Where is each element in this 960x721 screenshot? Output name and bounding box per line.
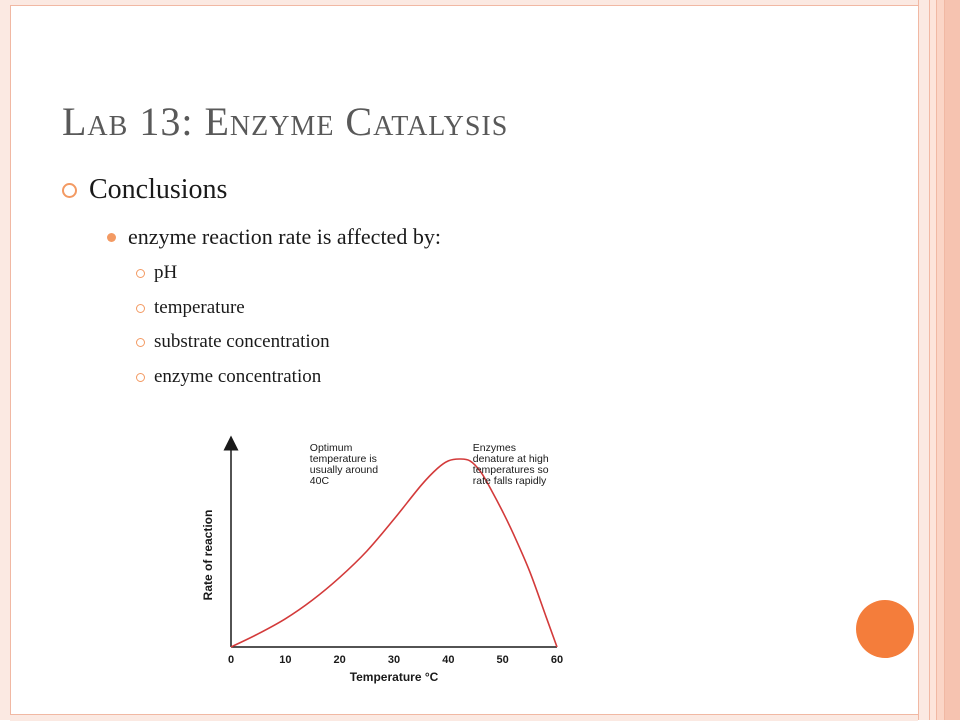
bullet-ring-icon xyxy=(62,183,77,198)
bullet-dot-icon xyxy=(107,233,116,242)
bullet-text: temperature xyxy=(154,297,245,318)
bullet-text: Conclusions xyxy=(89,174,228,205)
bullet-factor xyxy=(136,297,245,319)
bullet-ring-icon xyxy=(136,373,145,382)
bullet-ring-icon xyxy=(136,269,145,278)
bullet-text: enzyme concentration xyxy=(154,366,322,387)
bullet-factor xyxy=(136,331,330,353)
bullet-rate-affected xyxy=(107,224,441,250)
decorative-stripe xyxy=(936,0,944,720)
slide-border-left xyxy=(0,0,11,720)
bullet-text: enzyme reaction rate is affected by: xyxy=(128,224,441,249)
rate-curve xyxy=(231,459,557,647)
x-tick-label: 20 xyxy=(333,654,346,666)
decorative-stripe xyxy=(944,0,960,720)
x-tick-label: 0 xyxy=(227,654,235,666)
bullet-ring-icon xyxy=(136,338,145,347)
y-axis-label: Rate of reaction xyxy=(201,509,215,601)
x-tick-label: 40 xyxy=(442,654,455,666)
x-axis-label: Temperature °C xyxy=(349,670,439,684)
bullet-factor xyxy=(136,366,321,388)
chart-annotation: Optimum temperature is usually around 40C xyxy=(309,442,379,487)
decorative-circle xyxy=(856,600,914,658)
chart-annotation: Enzymes denature at high temperatures so rate falls rapidly xyxy=(472,442,549,487)
decorative-stripe xyxy=(918,0,929,720)
slide-title: Lab 13: Enzyme Catalysis xyxy=(62,99,509,144)
decorative-stripe xyxy=(929,0,936,720)
bullet-text: substrate concentration xyxy=(154,331,330,352)
slide-border-top xyxy=(10,0,918,6)
bullet-text: pH xyxy=(154,262,178,283)
x-tick-label: 30 xyxy=(387,654,401,666)
bullet-ring-icon xyxy=(136,304,145,313)
x-tick-label: 60 xyxy=(550,654,564,666)
temperature-rate-chart xyxy=(195,435,575,690)
x-tick-label: 50 xyxy=(496,654,509,666)
bullet-conclusions xyxy=(62,174,227,206)
x-tick-label: 10 xyxy=(279,654,292,666)
bullet-factor xyxy=(136,262,177,284)
